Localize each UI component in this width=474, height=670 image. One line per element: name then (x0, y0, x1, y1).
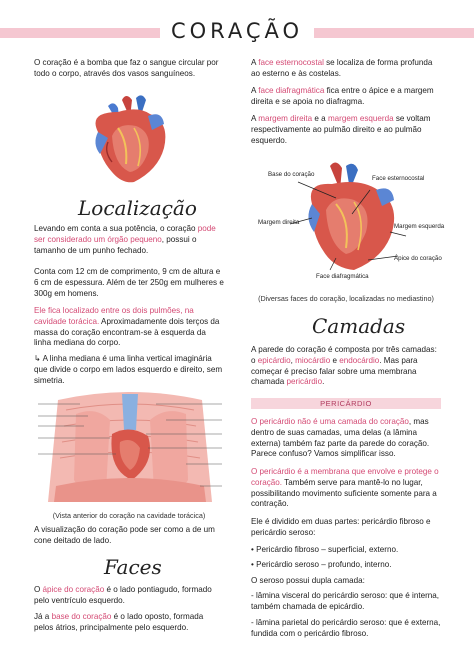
heart-faces-diagram (250, 160, 446, 290)
r-p3-text-end: se voltam respectivamente ao pulmão direito e ao pulmão esquerdo. (251, 114, 431, 145)
page-title: CORAÇÃO (160, 16, 314, 46)
pericardio-p4: O seroso possui dupla camada: (251, 576, 365, 585)
r-p2-highlight: face diafragmática (258, 86, 325, 95)
visualizacao-paragraph: A visualização do coração pode ser como a de um cone deitado de lado. (34, 525, 215, 545)
right-p3 (251, 114, 441, 146)
faces-p1-highlight: ápice do coração (42, 585, 105, 594)
loc-p1-text: Levando em conta a sua potência, o coração (34, 224, 198, 233)
localizacao-p3 (34, 306, 224, 349)
right-p2 (251, 86, 441, 108)
loc-p3-highlight: Ele fica localizado entre os dois pulmões, na cavidade torácica. (34, 306, 194, 326)
cam-pericardio: pericárdio (286, 377, 323, 387)
pericardio-p1 (251, 417, 441, 460)
per-p1-text: , mas dentro de suas camadas, uma delas (a lâmina externa) também faz parte da parede do coração. Parece confuso? Vamos simplificar isso. (251, 417, 430, 459)
label-base: Base do coração (268, 171, 315, 178)
lamina-visceral: - lâmina visceral do pericárdio seroso: que é interna, também chamada de epicárdio. (251, 591, 440, 611)
camadas-heading: Camadas (312, 314, 406, 338)
right-p1 (251, 58, 441, 80)
loc-p1-highlight: pode ser considerado um órgão pequeno (34, 224, 216, 244)
lamina-parietal: - lâmina parietal do pericárdio seroso: que é externa, fundida com o pericárdio fibroso. (251, 618, 441, 638)
loc-p3-text: Aproximadamente dois terços da massa do coração encontram-se à esquerda da linha mediana do corpo. (34, 316, 220, 348)
bullet-fibroso: • Pericárdio fibroso – superficial, externo. (251, 545, 399, 554)
cam-miocardio: miocárdio (295, 355, 331, 365)
pericardio-p2 (251, 467, 441, 510)
intro-paragraph: O coração é a bomba que faz o sangue circular por todo o corpo, através dos vasos sanguíneos. (34, 58, 219, 78)
label-face-diafragmatica: Face diafragmática (316, 273, 369, 280)
heart-illustration (78, 92, 178, 187)
localizacao-p1 (34, 224, 224, 256)
label-apice: Ápice do coração (394, 255, 442, 262)
per-p1-highlight: O pericárdio não é uma camada do coração (251, 417, 409, 426)
thorax-illustration (36, 390, 224, 508)
pericardio-band: PERICÁRDIO (251, 398, 441, 409)
cam-text-5: . (322, 377, 325, 387)
r-p3-highlight-1: margem direita (258, 114, 313, 123)
faces-p2-highlight: base do coração (51, 612, 112, 621)
per-p2-text: Também serve para mantê-lo no lugar, possibilitando movimento suficiente somente para a contração. (251, 477, 437, 509)
cam-endocardio: endocárdio (339, 355, 380, 365)
faces-p1-text: O (34, 585, 43, 594)
faces-caption: (Diversas faces do coração, localizadas no mediastino) (258, 294, 434, 303)
faces-p1-text-end: é o lado pontiagudo, formado pelo ventrículo esquerdo. (34, 585, 212, 605)
label-face-esternocostal: Face esternocostal (372, 175, 425, 182)
pericardio-p3: Ele é dividido em duas partes: pericárdio fibroso e pericárdio seroso: (251, 517, 431, 537)
localizacao-heading: Localização (78, 196, 197, 220)
r-p3-highlight-2: margem esquerda (327, 114, 394, 123)
r-p2-text: A (251, 86, 259, 95)
cam-text-2: , (290, 355, 296, 365)
r-p3-text: A (251, 114, 259, 123)
r-p1-text: A (251, 58, 259, 67)
label-margem-esquerda: Margem esquerda (394, 223, 445, 230)
per-p2-highlight: O pericárdio é a membrana que envolve e protege o coração. (251, 467, 439, 487)
r-p2-text-end: fica entre o ápice e a margem direita e se apoia no diafragma. (251, 86, 434, 106)
faces-p2 (34, 612, 224, 634)
r-p1-highlight: face esternocostal (258, 58, 324, 67)
r-p1-text-end: se localiza de forma profunda ao esterno e às costelas. (251, 58, 433, 78)
cam-text-1: A parede do coração é composta por três camadas: o (251, 345, 437, 365)
r-p3-text-mid: e a (312, 114, 328, 123)
faces-heading: Faces (104, 555, 162, 579)
localizacao-p2: Conta com 12 cm de comprimento, 9 cm de altura e 6 cm de espessura. Além de ter 250g em mulheres e 300g em homens. (34, 267, 224, 298)
camadas-paragraph (251, 345, 441, 388)
faces-p2-text-end: é o lado oposto, formada pelos átrios, principalmente pelo esquerdo. (34, 612, 204, 632)
bullet-seroso: • Pericárdio seroso – profundo, interno. (251, 560, 392, 569)
faces-p2-text: Já a (34, 612, 52, 621)
thorax-caption: (Vista anterior do coração na cavidade torácica) (52, 511, 206, 520)
cam-text-4: . Mas para começar é preciso falar sobre uma membrana chamada (251, 355, 418, 387)
localizacao-p4: ↳ A linha mediana é uma linha vertical imaginária que divide o corpo em lados esquerdo e direito, sem simetria. (34, 354, 223, 385)
faces-p1 (34, 585, 224, 607)
cam-text-3: e (330, 355, 340, 365)
loc-p1-text-end: , possui o tamanho de um punho fechado. (34, 234, 197, 255)
label-margem-direita: Margem direita (258, 219, 300, 226)
cam-epicardio: epicárdio (257, 355, 291, 365)
